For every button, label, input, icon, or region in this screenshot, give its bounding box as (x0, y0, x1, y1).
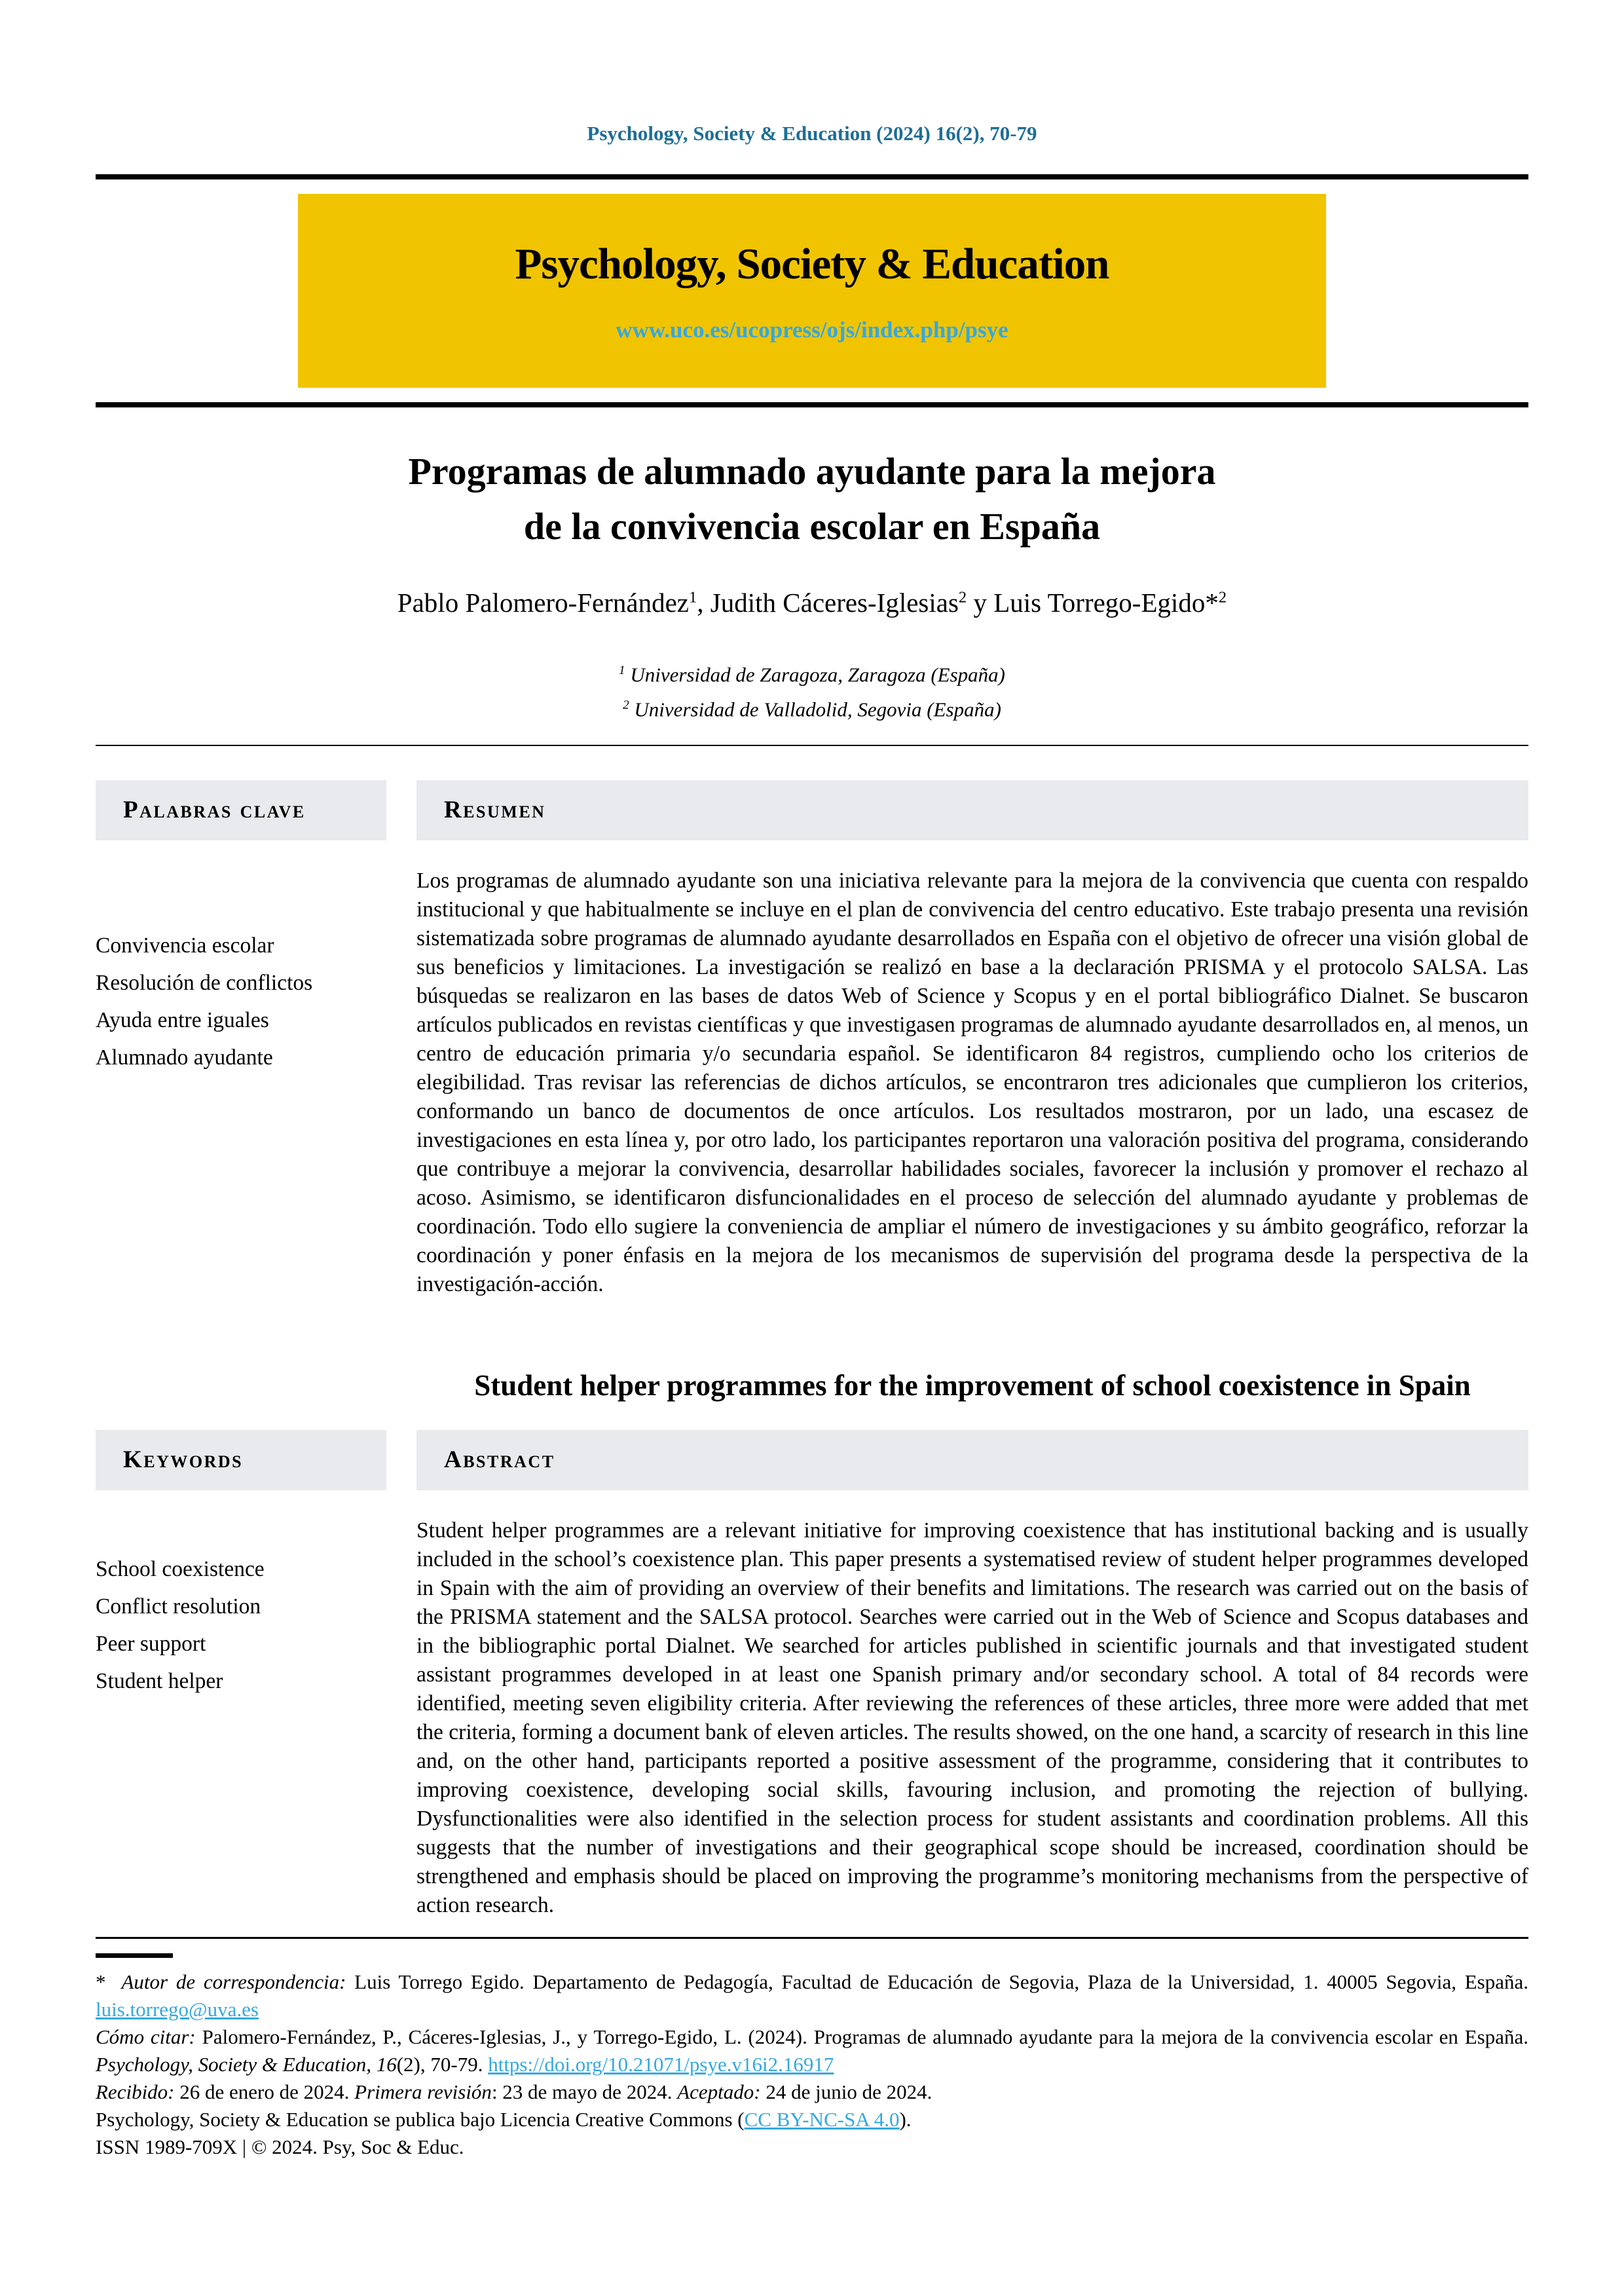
label-box-keywords: Keywords (96, 1430, 386, 1490)
article-title-es (96, 444, 1528, 554)
authors-line (96, 587, 1528, 618)
footnote-text: 24 de junio de 2024. (760, 2080, 932, 2103)
footnote-text: Cómo citar: (96, 2025, 196, 2048)
footnote-text: 26 de enero de 2024. (174, 2080, 355, 2103)
affiliation-line: $^1$ Universidad de Zaragoza, Zaragoza (España) (618, 663, 1005, 686)
author-separator: y (967, 588, 994, 618)
label-box-resumen: Resumen (416, 780, 1528, 840)
footnote-text: Luis Torrego Egido. Departamento de Pedagogía, Facultad de Educación de Segovia, Plaza de la Universidad, 1. 40005 Segovia, España. (346, 1970, 1529, 1993)
affiliation-line: $^2$ Universidad de Valladolid, Segovia (España) (623, 698, 1001, 721)
keyword-item: Peer support (96, 1631, 206, 1656)
keyword-item: Convivencia escolar (96, 933, 274, 958)
keywords-es-list (96, 927, 386, 1076)
keyword-item: Ayuda entre iguales (96, 1007, 269, 1032)
author-name: Luis Torrego-Egido* (993, 588, 1219, 618)
keywords-en-list (96, 1550, 386, 1700)
footnote-link[interactable]: https://doi.org/10.21071/psye.v16i2.16917 (488, 2052, 834, 2076)
footnote-text: Psychology, Society & Education se publica bajo Licencia Creative Commons ( (96, 2107, 745, 2131)
article-title-en: Student helper programmes for the improvement of school coexistence in Spain (474, 1368, 1471, 1402)
article-title-es-line2: de la convivencia escolar en España (523, 505, 1101, 548)
journal-banner (298, 194, 1326, 388)
footnote-line (96, 2078, 1528, 2106)
column-abstract (416, 1430, 1528, 1920)
keyword-item: Student helper (96, 1668, 223, 1693)
footnote-text: Palomero-Fernández, P., Cáceres-Iglesias, J., y Torrego-Egido, L. (2024). Programas de alumnado ayudante para la mejora de la convivencia escolar en España. (195, 2025, 1529, 2048)
footnote-text: : 23 de mayo de 2024. (491, 2080, 678, 2103)
footnote-text: Primera revisión (354, 2080, 492, 2103)
column-keywords (96, 1430, 386, 1920)
author-affiliation-sup: 2 (1218, 588, 1227, 607)
affiliations (96, 655, 1528, 725)
journal-banner-url[interactable]: www.uco.es/ucopress/ojs/index.php/psye (616, 316, 1008, 343)
footnote-text: Autor de correspondencia: (121, 1970, 346, 1993)
article-title-es-line1: Programas de alumnado ayudante para la mejora (408, 450, 1216, 493)
resumen-text: Los programas de alumnado ayudante son una iniciativa relevante para la mejora de la convivencia que cuenta con respaldo institucional y que habitualmente se incluye en el plan de convivencia del centro educativo. Este trabajo presenta una revisión sistematizada sobre programas de alumnado ayudante desarrollados en España con el objetivo de ofrecer una visión global de sus beneficios y limitaciones. La investigación se realizó en base a la declaración PRISMA y el protocolo SALSA. Las búsquedas se realizaron en las bases de datos Web of Science y Scopus y en el portal bibliográfico Dialnet. Se buscaron artículos publicados en revistas científicas y que investigasen programas de alumnado ayudante desarrollados en, al menos, un centro de educación primaria y/o secundaria español. Se identificaron 84 registros, cumpliendo ocho los criterios de elegibilidad. Tras revisar las referencias de dichos artículos, se encontraron tres adicionales que cumplieron los criterios, conformando un banco de documentos de once artículos. Los resultados mostraron, por un lado, una escasez de investigaciones en esta línea y, por otro lado, los participantes reportaron una valoración positiva del programa, considerando que contribuye a mejorar la convivencia, desarrollar habilidades sociales, favorecer la inclusión y promover el rechazo al acoso. Asimismo, se identificaron disfuncionalidades en el proceso de selección del alumnado ayudante y problemas de coordinación. Todo ello sugiere la conveniencia de ampliar el número de investigaciones y su ámbito geográfico, reforzar la coordinación y poner énfasis en la mejora de los mecanismos de supervisión del programa desde la perspectiva de la investigación-acción. (416, 868, 1528, 1296)
footnote-text: (2), 70-79. (396, 2052, 489, 2076)
keyword-item: Alumnado ayudante (96, 1045, 273, 1070)
keyword-item: Conflict resolution (96, 1594, 261, 1619)
banner-bottom-rule (96, 402, 1528, 407)
author-separator: , (697, 588, 710, 618)
top-rule (96, 174, 1528, 179)
journal-citation: Psychology, Society & Education (2024) 16(2), 70-79 (587, 122, 1037, 145)
footnote-line (96, 2023, 1528, 2078)
section-resumen (96, 780, 1528, 1328)
section-abstract (96, 1430, 1528, 1920)
column-resumen (416, 780, 1528, 1328)
footnote-text: Psychology, Society & Education, 16 (96, 2052, 397, 2076)
footnote-line (96, 2106, 1528, 2133)
footnote-text: ISSN 1989-709X | © 2024. Psy, Soc & Educ. (96, 2135, 464, 2158)
footnotes (96, 1968, 1528, 2161)
keyword-item: School coexistence (96, 1556, 265, 1581)
author-name: Judith Cáceres-Iglesias (710, 588, 959, 618)
footer-rule (96, 1937, 1528, 1939)
footnote-text: Aceptado: (677, 2080, 761, 2103)
column-palabras-clave (96, 780, 386, 1328)
author-affiliation-sup: 1 (688, 588, 697, 607)
author-affiliation-sup: 2 (958, 588, 967, 607)
footnote-line (96, 2133, 1528, 2161)
abstract-text: Student helper programmes are a relevant initiative for improving coexistence that has institutional backing and is usually included in the school’s coexistence plan. This paper presents a systematised review of student helper programmes developed in Spain with the aim of providing an overview of their benefits and limitations. The research was carried out on the basis of the PRISMA statement and the SALSA protocol. Searches were carried out in the Web of Science and Scopus databases and in the bibliographic portal Dialnet. We searched for articles published in scientific journals and that investigated student assistant programmes developed in at least one Spanish primary and/or secondary school. A total of 84 records were identified, meeting seven eligibility criteria. After reviewing the references of these articles, three more were added that met the criteria, forming a document bank of eleven articles. The results showed, on the one hand, a scarcity of research in this line and, on the other hand, participants reported a positive assessment of the programme, considering that it contributes to improving coexistence, developing social skills, favouring inclusion, and promoting the rejection of bullying. Dysfunctionalities were also identified in the selection process for student assistants and coordination problems. All this suggests that the number of investigations and their geographical scope should be increased, coordination should be strengthened and emphasis should be placed on improving the programme’s monitoring mechanisms from the perspective of action research. (416, 1518, 1528, 1917)
page (96, 122, 1528, 2161)
label-box-abstract: Abstract (416, 1430, 1528, 1490)
footnote-text: ). (899, 2107, 912, 2131)
footnote-divider (96, 1953, 173, 1958)
journal-banner-title: Psychology, Society & Education (515, 239, 1109, 288)
footnote-text: * (96, 1970, 106, 1993)
keyword-item: Resolución de conflictos (96, 970, 313, 995)
author-name: Pablo Palomero-Fernández (397, 588, 689, 618)
footnote-line (96, 1968, 1528, 2023)
label-box-palabras-clave: Palabras clave (96, 780, 386, 840)
footnote-text: Recibido: (96, 2080, 175, 2103)
footnote-link[interactable]: CC BY-NC-SA 4.0 (744, 2107, 900, 2131)
affiliations-rule (96, 745, 1528, 746)
footnote-link[interactable]: luis.torrego@uva.es (96, 1997, 259, 2021)
